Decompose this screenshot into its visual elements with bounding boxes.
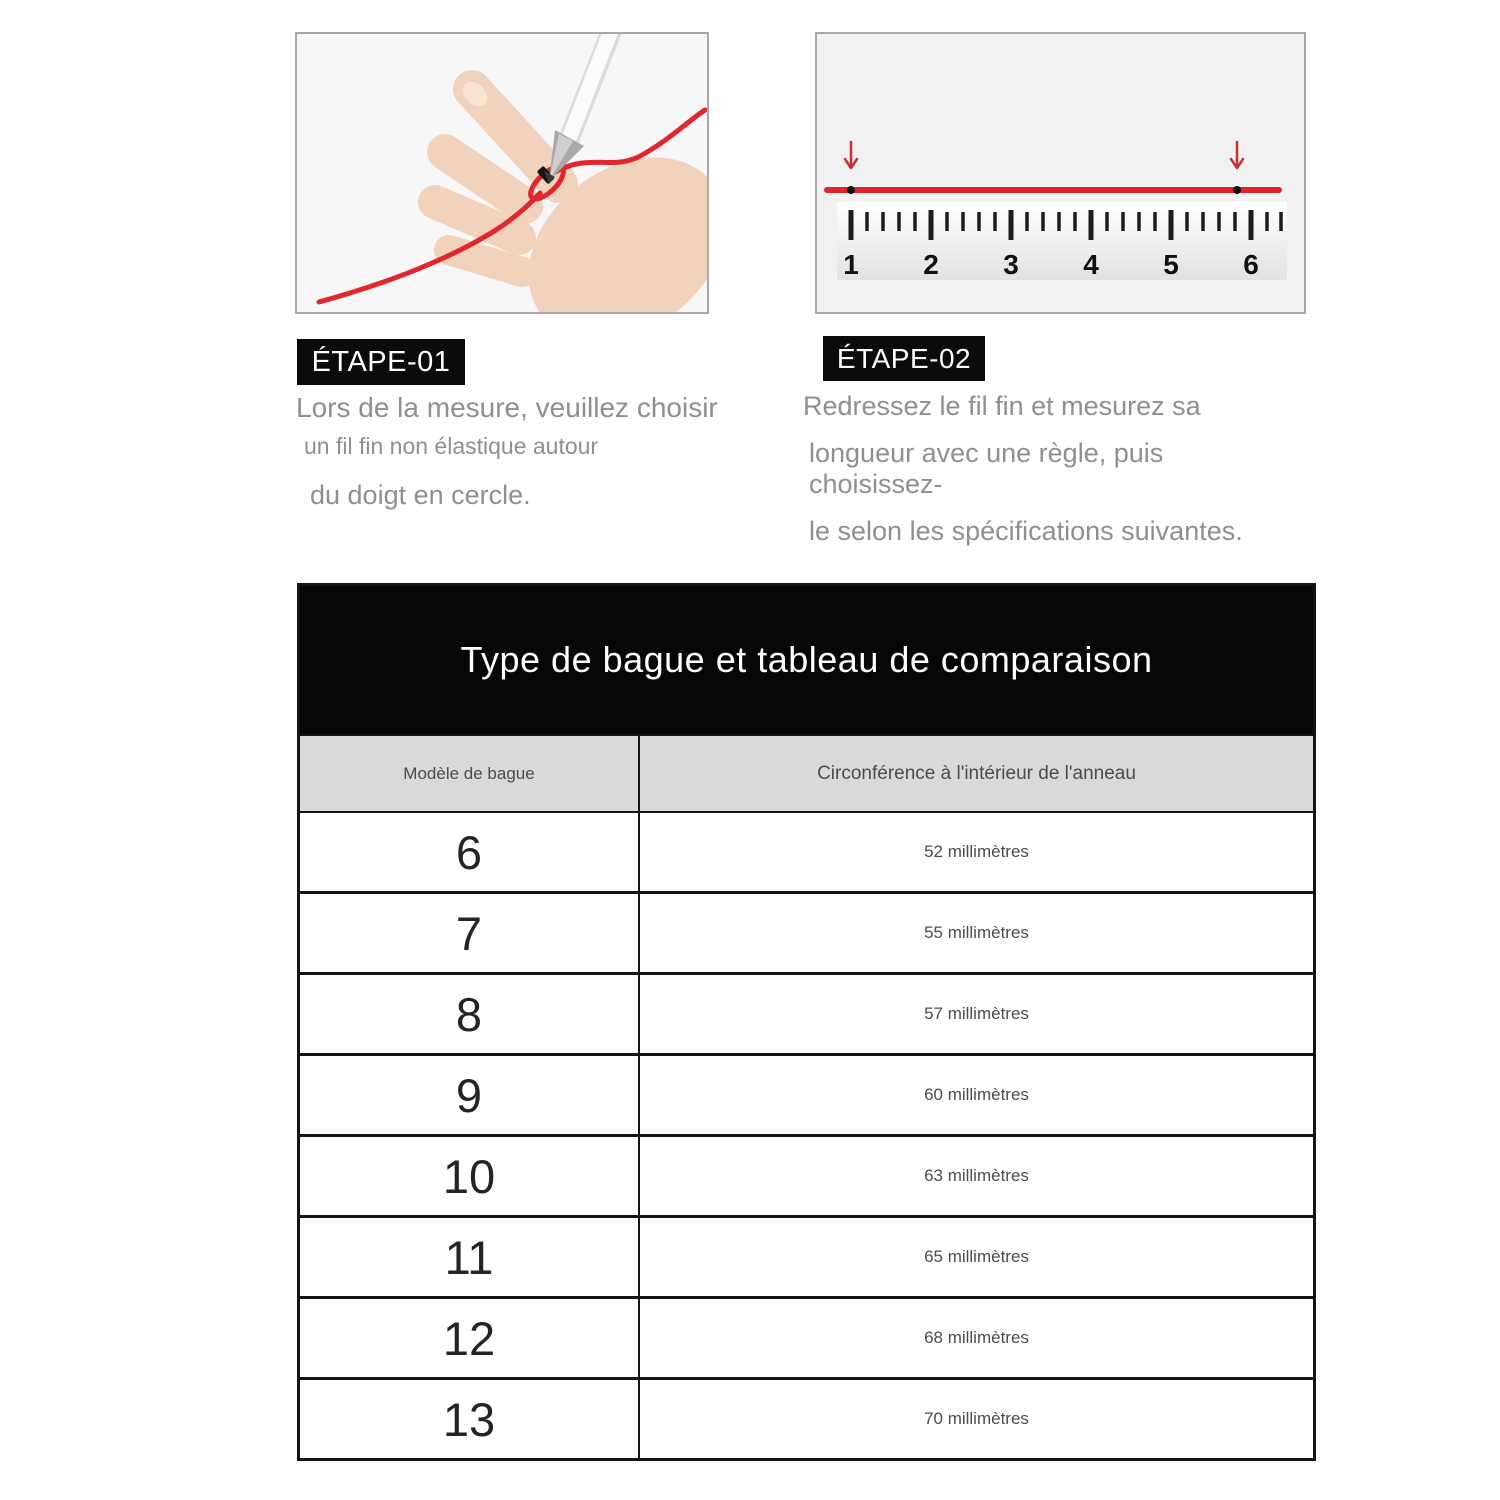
circumference-value: 63 millimètres xyxy=(924,1166,1029,1185)
svg-text:2: 2 xyxy=(923,249,939,280)
circumference-value: 52 millimètres xyxy=(924,842,1029,861)
step2-description xyxy=(803,391,1293,563)
circumference-value: 68 millimètres xyxy=(924,1328,1029,1347)
circumference-value: 70 millimètres xyxy=(924,1409,1029,1428)
step1-line1: Lors de la mesure, veuillez choisir xyxy=(296,392,718,423)
step2-line2: longueur avec une règle, puis choisissez- xyxy=(809,438,1164,499)
step1-badge: ÉTAPE-01 xyxy=(297,339,465,385)
hand-measure-illustration xyxy=(297,34,707,312)
step2-line1: Redressez le fil fin et mesurez sa xyxy=(803,391,1201,421)
table-row xyxy=(300,813,1313,891)
ring-size-value: 9 xyxy=(300,1056,640,1134)
step2-badge: ÉTAPE-02 xyxy=(823,336,985,381)
table-title: Type de bague et tableau de comparaison xyxy=(300,586,1313,734)
svg-text:4: 4 xyxy=(1083,249,1099,280)
column-header-model: Modèle de bague xyxy=(300,736,640,811)
table-body xyxy=(300,813,1313,1458)
table-row xyxy=(300,1134,1313,1215)
table-row xyxy=(300,972,1313,1053)
ring-size-value: 11 xyxy=(300,1218,640,1296)
table-header-row xyxy=(300,734,1313,813)
svg-text:1: 1 xyxy=(843,249,859,280)
svg-text:3: 3 xyxy=(1003,249,1019,280)
svg-text:6: 6 xyxy=(1243,249,1259,280)
step1-photo-hand xyxy=(295,32,709,314)
column-header-circumference: Circonférence à l'intérieur de l'anneau xyxy=(817,762,1136,784)
measure-dot xyxy=(847,186,855,194)
step1-line2: un fil fin non élastique autour xyxy=(304,433,599,459)
table-row xyxy=(300,1296,1313,1377)
step2-photo-ruler xyxy=(815,32,1306,314)
ruler-illustration xyxy=(817,34,1304,312)
ring-size-value: 6 xyxy=(300,813,640,891)
step2-line3: le selon les spécifications suivantes. xyxy=(809,516,1243,546)
step1-description xyxy=(296,392,736,511)
svg-text:5: 5 xyxy=(1163,249,1179,280)
circumference-value: 57 millimètres xyxy=(924,1004,1029,1023)
ring-size-value: 8 xyxy=(300,975,640,1053)
ring-size-table xyxy=(297,583,1316,1461)
measure-dot xyxy=(1233,186,1241,194)
ring-size-value: 12 xyxy=(300,1299,640,1377)
ring-size-value: 7 xyxy=(300,894,640,972)
circumference-value: 55 millimètres xyxy=(924,923,1029,942)
table-row xyxy=(300,1053,1313,1134)
table-row xyxy=(300,1215,1313,1296)
circumference-value: 65 millimètres xyxy=(924,1247,1029,1266)
circumference-value: 60 millimètres xyxy=(924,1085,1029,1104)
ring-size-value: 13 xyxy=(300,1380,640,1458)
table-row xyxy=(300,891,1313,972)
step1-line3: du doigt en cercle. xyxy=(310,480,531,510)
ring-size-value: 10 xyxy=(300,1137,640,1215)
table-row xyxy=(300,1377,1313,1458)
